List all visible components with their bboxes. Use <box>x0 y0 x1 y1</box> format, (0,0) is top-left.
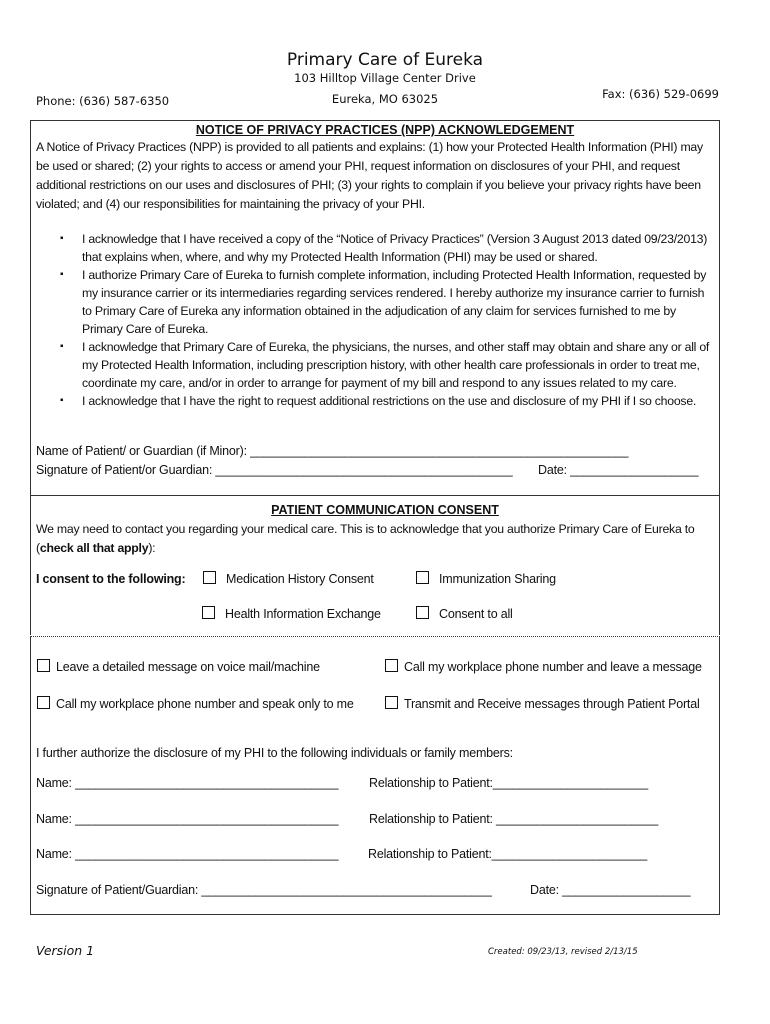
box-bottom-border <box>30 914 720 915</box>
dotted-divider <box>30 636 720 637</box>
person-name-field[interactable]: Name: _______________________________________ <box>36 776 339 790</box>
patient-signature-field[interactable]: Signature of Patient/or Guardian: ____________________________________________ <box>36 463 513 477</box>
option-label: Medication History Consent <box>226 572 374 586</box>
checkbox[interactable] <box>202 606 215 619</box>
comm-intro-text: We may need to contact you regarding your medical care. This is to acknowledge that you authorize Primary Care of Eureka to ( <box>36 522 695 555</box>
box-right-border <box>719 120 720 635</box>
version-label: Version 1 <box>36 943 95 958</box>
comm-intro <box>36 520 716 558</box>
option-medication-history[interactable] <box>203 571 374 586</box>
guardian-date-field[interactable]: Date: ___________________ <box>530 883 691 897</box>
phone-number: Phone: (636) 587-6350 <box>36 94 170 108</box>
npp-bullet: ▪ I acknowledge that Primary Care of Eureka, the physicians, the nurses, and other staff may obtain and share any or all of my Protected Health Information, including prescription history, with other health care professionals in order to treat me, coordinate my care, and/or in order to arrange for payment of my bill and respond to any issues related to my care. <box>60 338 716 392</box>
npp-acknowledgements <box>60 230 716 410</box>
signature-date-field[interactable]: Date: ___________________ <box>538 463 699 477</box>
fax-number: Fax: (636) 529-0699 <box>602 87 719 101</box>
checkbox[interactable] <box>203 571 216 584</box>
disclosure-text: I further authorize the disclosure of my PHI to the following individuals or family members: <box>36 746 513 760</box>
option-consent-to-all[interactable] <box>416 606 513 621</box>
person-relationship-field[interactable]: Relationship to Patient:_______________________ <box>368 847 648 861</box>
option-workplace-leave-message[interactable] <box>385 659 702 674</box>
box-right-border-lower <box>719 636 720 915</box>
person-relationship-field[interactable]: Relationship to Patient:_______________________ <box>369 776 649 790</box>
checkbox[interactable] <box>37 659 50 672</box>
npp-intro: A Notice of Privacy Practices (NPP) is provided to all patients and explains: (1) how your Protected Health Information (PHI) may be used or shared; (2) your rights to access or amend your PHI, request information on disclosures of your PHI, and request additional restrictions on our uses and disclosures of PHI; (3) your rights to complain if you believe your privacy rights have been violated; and (4) our responsibilities for maintaining the privacy of your PHI. <box>36 140 703 211</box>
person-name-field[interactable]: Name: _______________________________________ <box>36 847 339 861</box>
option-workplace-speak-only[interactable] <box>37 696 354 711</box>
box-left-border <box>30 120 31 635</box>
option-label: Immunization Sharing <box>439 572 556 586</box>
option-label: Call my workplace phone number and speak only to me <box>56 697 354 711</box>
patient-name-field[interactable]: Name of Patient/ or Guardian (if Minor): ________________________________________________________ <box>36 444 629 458</box>
created-date: Created: 09/23/13, revised 2/13/15 <box>488 947 638 957</box>
comm-intro-end: ): <box>148 541 156 555</box>
option-health-information-exchange[interactable] <box>202 606 381 621</box>
option-voicemail[interactable] <box>37 659 320 674</box>
option-label: Call my workplace phone number and leave a message <box>404 660 702 674</box>
checkbox[interactable] <box>416 571 429 584</box>
clinic-name: Primary Care of Eureka <box>286 50 484 70</box>
option-patient-portal[interactable] <box>385 696 700 711</box>
section-divider <box>30 495 720 496</box>
option-immunization-sharing[interactable] <box>416 571 556 586</box>
option-label: Leave a detailed message on voice mail/machine <box>56 660 320 674</box>
address-line-2: Eureka, MO 63025 <box>331 92 439 106</box>
guardian-signature-field[interactable]: Signature of Patient/Guardian: ___________________________________________ <box>36 883 492 897</box>
comm-title: PATIENT COMMUNICATION CONSENT <box>271 503 499 517</box>
npp-bullet: ▪ I acknowledge that I have received a copy of the “Notice of Privacy Practices” (Version 3 August 2013 dated 09/23/2013) that explains when, where, and why my Protected Health Information (PHI) may be used or shared. <box>60 230 716 266</box>
checkbox[interactable] <box>37 696 50 709</box>
address-line-1: 103 Hilltop Village Center Drive <box>294 71 476 85</box>
npp-bullet: ▪ I acknowledge that I have the right to request additional restrictions on the use and disclosure of my PHI if I so choose. <box>60 392 716 410</box>
consent-label: I consent to the following: <box>36 572 186 586</box>
option-label: Consent to all <box>439 607 513 621</box>
option-label: Health Information Exchange <box>225 607 381 621</box>
comm-intro-emphasis: check all that apply <box>39 541 149 555</box>
checkbox[interactable] <box>385 659 398 672</box>
option-label: Transmit and Receive messages through Patient Portal <box>404 697 700 711</box>
checkbox[interactable] <box>416 606 429 619</box>
npp-title: NOTICE OF PRIVACY PRACTICES (NPP) ACKNOWLEDGEMENT <box>195 123 575 137</box>
npp-bullet: ▪ I authorize Primary Care of Eureka to furnish complete information, including Protected Health Information, requested by my insurance carrier or its intermediaries regarding services rendered. I hereby authorize my insurance carrier to furnish to Primary Care of Eureka any information obtained in the adjudication of any claim for services furnished to me by Primary Care of Eureka. <box>60 266 716 338</box>
box-left-border-lower <box>30 636 31 915</box>
checkbox[interactable] <box>385 696 398 709</box>
box-top-border <box>30 120 720 121</box>
person-name-field[interactable]: Name: _______________________________________ <box>36 812 339 826</box>
person-relationship-field[interactable]: Relationship to Patient: ________________________ <box>369 812 659 826</box>
